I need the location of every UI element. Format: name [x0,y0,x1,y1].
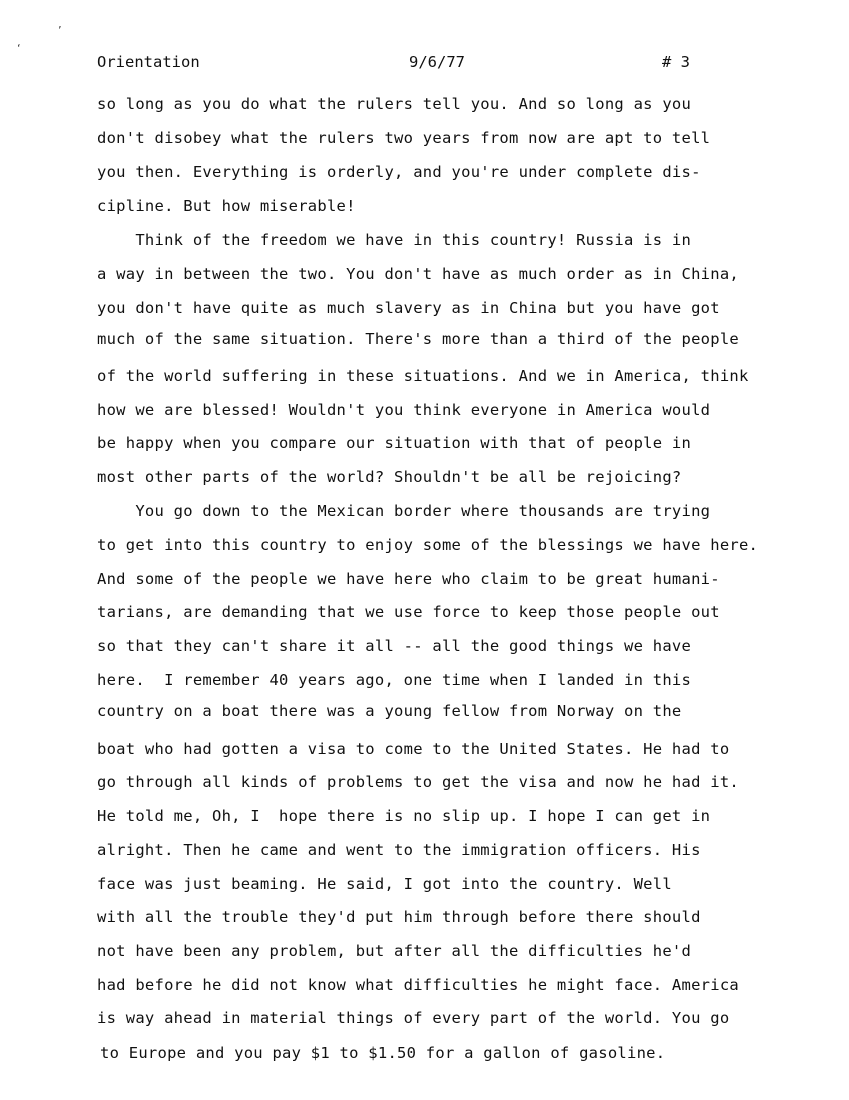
text-line: so long as you do what the rulers tell you. And so long as you [97,95,692,113]
text-line: cipline. But how miserable! [97,197,356,215]
text-line: a way in between the two. You don't have as much order as in China, [97,265,739,283]
header-title: Orientation [97,53,200,71]
text-line: with all the trouble they'd put him through before there should [97,908,701,926]
header-date: 9/6/77 [409,53,465,71]
text-line: Think of the freedom we have in this country! Russia is in [97,231,692,249]
text-line: go through all kinds of problems to get the visa and now he had it. [97,773,739,791]
text-line: how we are blessed! Wouldn't you think everyone in America would [97,401,711,419]
text-line: country on a boat there was a young fellow from Norway on the [97,702,682,720]
header-page-number: # 3 [662,53,690,71]
text-line: here. I remember 40 years ago, one time when I landed in this [97,671,692,689]
text-line: alright. Then he came and went to the immigration officers. His [97,841,701,859]
text-line: to get into this country to enjoy some of the blessings we have here. [97,536,759,554]
text-line: You go down to the Mexican border where thousands are trying [97,502,711,520]
text-line: tarians, are demanding that we use force to keep those people out [97,603,720,621]
text-line: face was just beaming. He said, I got into the country. Well [97,875,672,893]
text-line: boat who had gotten a visa to come to the United States. He had to [97,740,730,758]
text-line: you then. Everything is orderly, and you're under complete dis- [97,163,701,181]
text-line: to Europe and you pay $1 to $1.50 for a gallon of gasoline. [100,1044,666,1062]
text-line: don't disobey what the rulers two years from now are apt to tell [97,129,711,147]
text-line: so that they can't share it all -- all the good things we have [97,637,692,655]
text-line: is way ahead in material things of every part of the world. You go [97,1009,730,1027]
text-line: not have been any problem, but after all the difficulties he'd [97,942,692,960]
text-line: most other parts of the world? Shouldn't be all be rejoicing? [97,468,682,486]
text-line: And some of the people we have here who claim to be great humani- [97,570,720,588]
text-line: had before he did not know what difficulties he might face. America [97,976,739,994]
text-line: of the world suffering in these situations. And we in America, think [97,367,749,385]
text-line: you don't have quite as much slavery as in China but you have got [97,299,720,317]
text-line: be happy when you compare our situation with that of people in [97,434,692,452]
scan-mark: ’ [57,26,63,36]
text-line: much of the same situation. There's more than a third of the people [97,330,739,348]
text-line: He told me, Oh, I hope there is no slip up. I hope I can get in [97,807,711,825]
page-header [97,50,717,74]
scan-mark: ‘ [16,44,22,54]
